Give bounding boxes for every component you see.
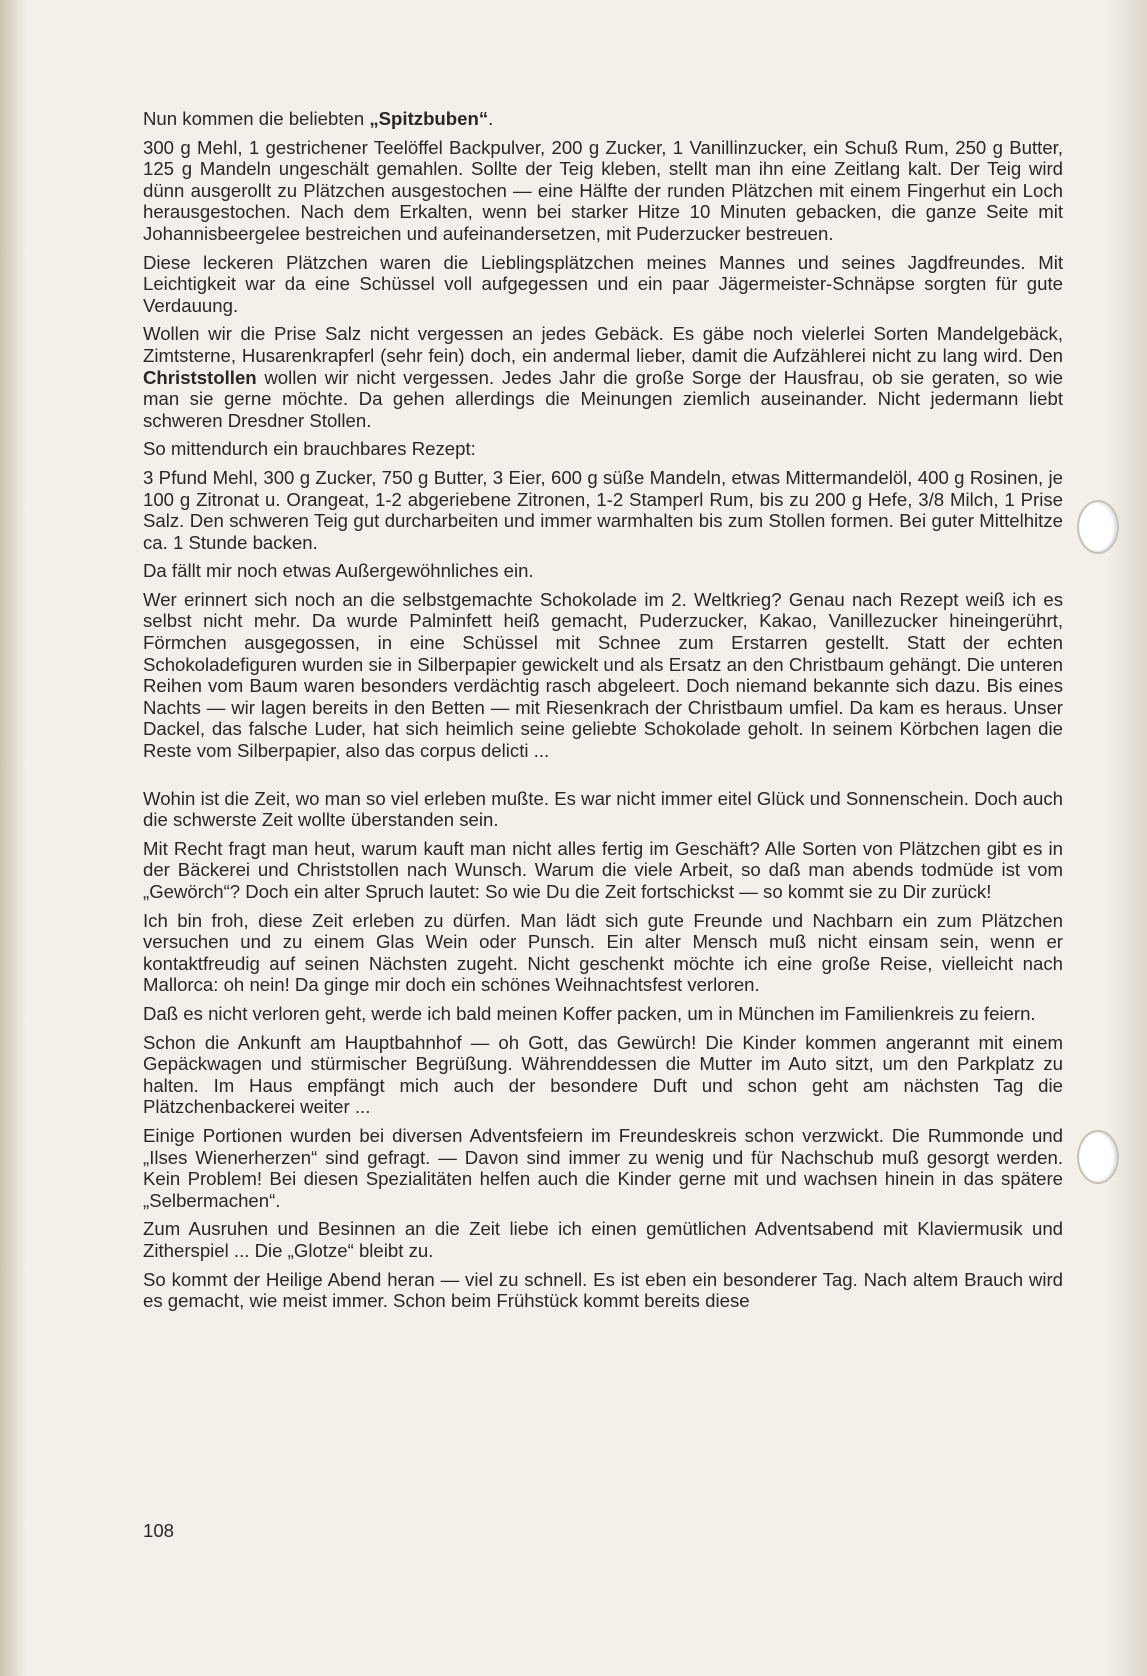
paragraph: Daß es nicht verloren geht, werde ich bald meinen Koffer packen, um in München im Familienkreis zu feiern.	[143, 1002, 1036, 1024]
paragraph-spitzbuben-intro: Nun kommen die beliebten „Spitzbuben“.	[143, 108, 494, 129]
punch-hole	[1077, 500, 1119, 554]
paragraph: Da fällt mir noch etwas Außergewöhnliches ein.	[143, 560, 534, 582]
paragraph-christstollen: Wollen wir die Prise Salz nicht vergessen an jedes Gebäck. Es gäbe noch vielerlei Sorten Mandelgebäck, Zimtsterne, Husarenkrapferl (sehr fein) doch, ein andermal lieber, damit die Aufzählerei nicht zu lang wird. Den Christstollen wollen wir nicht vergessen. Jedes Jahr die große Sorge der Hausfrau, ob sie geraten, so wie man sie gerne möchte. Da gehen allerdings die Meinungen ziemlich auseinander. Nicht jedermann liebt schweren Dresdner Stollen.	[143, 323, 1063, 431]
paragraph: Wohin ist die Zeit, wo man so viel erleben mußte. Es war nicht immer eitel Glück und Sonnenschein. Doch auch die schwerste Zeit wollte überstanden sein.	[143, 787, 1063, 831]
paragraph: Diese leckeren Plätzchen waren die Lieblingsplätzchen meines Mannes und seines Jagdfreundes. Mit Leichtigkeit war da eine Schüssel voll aufgegessen und ein paar Jägermeister-Schnäpse sorgten für gute Verdauung.	[143, 251, 1063, 316]
paragraph: Einige Portionen wurden bei diversen Adventsfeiern im Freundeskreis schon verzwickt. Die Rummonde und „Ilses Wienerherzen“ sind gefragt. — Davon sind immer zu wenig und für Nachschub muß gesorgt werden. Kein Problem! Bei diesen Spezialitäten helfen auch die Kinder gerne mit und wachsen hinein in das spätere „Selbermachen“.	[143, 1124, 1063, 1211]
paragraph-schokolade-story: Wer erinnert sich noch an die selbstgemachte Schokolade im 2. Weltkrieg? Genau nach Rezept weiß ich es selbst nicht mehr. Da wurde Palminfett heiß gemacht, Puderzucker, Kakao, Vanillezucker hineingerührt, Förmchen ausgegossen, in eine Schüssel mit Schnee zum Erstarren gestellt. Statt der echten Schokoladefiguren wurden sie in Silberpapier gewickelt und als Ersatz an den Christbaum gehängt. Die unteren Reihen vom Baum waren besonders verdächtig rasch abgeleert. Doch niemand bekannte sich dazu. Bis eines Nachts — wir lagen bereits in den Betten — mit Riesenkrach der Christbaum umfiel. Da kam es heraus. Unser Dackel, das falsche Luder, hat sich heimlich seine geliebte Schokolade geholt. In seinem Körbchen lagen die Reste vom Silberpapier, also das corpus delicti ...	[143, 588, 1063, 762]
christstollen-heading: Christstollen	[143, 366, 257, 388]
spitzbuben-heading: „Spitzbuben“	[369, 108, 489, 129]
paragraph: Mit Recht fragt man heut, warum kauft man nicht alles fertig im Geschäft? Alle Sorten von Plätzchen gibt es in der Bäckerei und Christstollen nach Wunsch. Warum die viele Arbeit, so daß man abends todmüde ist vom „Gewörch“? Doch ein alter Spruch lautet: So wie Du die Zeit fortschickst — so kommt sie zu Dir zurück!	[143, 837, 1063, 902]
paragraph-stollen-recipe: 3 Pfund Mehl, 300 g Zucker, 750 g Butter, 3 Eier, 600 g süße Mandeln, etwas Mittermandelöl, 400 g Rosinen, je 100 g Zitronat u. Orangeat, 1-2 abgeriebene Zitronen, 1-2 Stamperl Rum, bis zu 200 g Hefe, 3/8 Milch, 1 Prise Salz. Den schweren Teig gut durcharbeiten und immer warmhalten bis zum Stollen formen. Bei guter Mittelhitze ca. 1 Stunde backen.	[143, 466, 1063, 553]
punch-hole	[1077, 1130, 1119, 1184]
paragraph: Ich bin froh, diese Zeit erleben zu dürfen. Man lädt sich gute Freunde und Nachbarn ein zum Plätzchen versuchen und zu einem Glas Wein oder Punsch. Ein alter Mensch muß nicht einsam sein, wenn er kontaktfreudig auf seinen Nächsten zugeht. Nicht geschenkt möchte ich eine große Reise, vielleicht nach Mallorca: oh nein! Da ginge mir doch ein schönes Weihnachtsfest verloren.	[143, 909, 1063, 996]
paragraph: So kommt der Heilige Abend heran — viel zu schnell. Es ist eben ein besonderer Tag. Nach altem Brauch wird es gemacht, wie meist immer. Schon beim Frühstück kommt bereits diese	[143, 1268, 1063, 1312]
body-text	[143, 108, 1063, 1319]
page-number: 108	[143, 1520, 175, 1541]
paragraph-spitzbuben-recipe: 300 g Mehl, 1 gestrichener Teelöffel Backpulver, 200 g Zucker, 1 Vanillinzucker, ein Schuß Rum, 250 g Butter, 125 g Mandeln ungeschält gemahlen. Sollte der Teig kleben, stellt man ihn eine Zeitlang kalt. Der Teig wird dünn ausgerollt zu Plätzchen ausgestochen — eine Hälfte der runden Plätzchen mit einem Fingerhut ein Loch herausgestochen. Nach dem Erkalten, wenn bei starker Hitze 10 Minuten gebacken, die ganze Seite mit Johannisbeergelee bestreichen und aufeinandersetzen, mit Puderzucker bestreuen.	[143, 136, 1063, 244]
paragraph: Schon die Ankunft am Hauptbahnhof — oh Gott, das Gewürch! Die Kinder kommen angerannt mit einem Gepäckwagen und stürmischer Begrüßung. Währenddessen die Mutter im Auto sitzt, um den Parkplatz zu halten. Im Haus empfängt mich auch der besondere Duft und schon geht am nächsten Tag die Plätzchenbackerei weiter ...	[143, 1031, 1063, 1118]
paragraph: So mittendurch ein brauchbares Rezept:	[143, 438, 476, 460]
paragraph: Zum Ausruhen und Besinnen an die Zeit liebe ich einen gemütlichen Adventsabend mit Klaviermusik und Zitherspiel ... Die „Glotze“ bleibt zu.	[143, 1218, 1063, 1261]
